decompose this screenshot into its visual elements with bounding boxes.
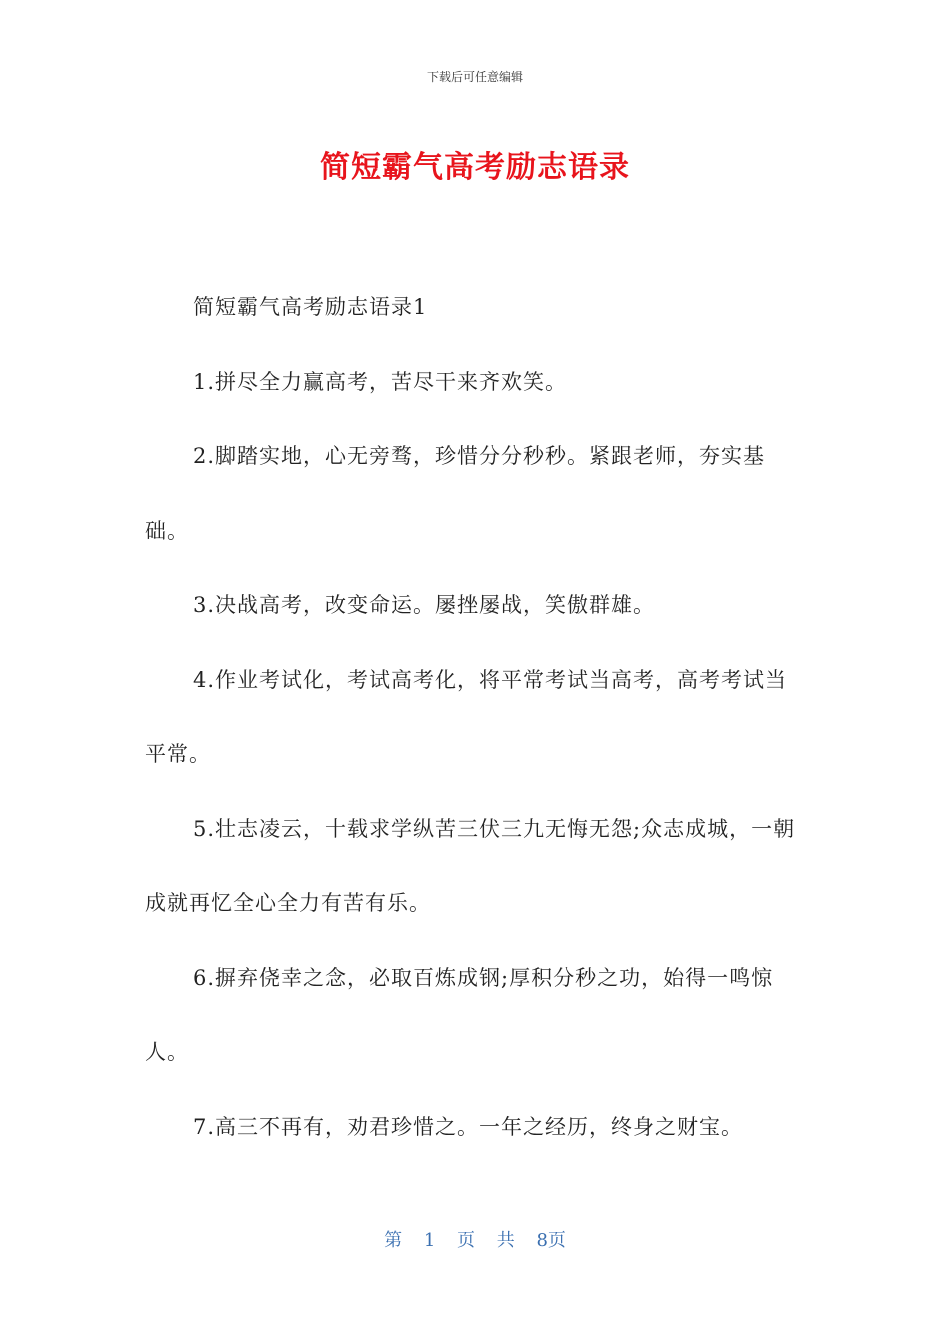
quote-item-6: 6.摒弃侥幸之念，必取百炼成钢;厚积分秒之功，始得一鸣惊人。 bbox=[145, 965, 774, 1064]
page-footer bbox=[0, 1226, 950, 1252]
document-title: 简短霸气高考励志语录 bbox=[320, 150, 630, 185]
footer-page-label: 页 bbox=[457, 1230, 475, 1251]
footer-total-pages: 8页 bbox=[536, 1230, 566, 1251]
header-note: 下载后可任意编辑 bbox=[426, 70, 523, 84]
quote-item-2: 2.脚踏实地，心无旁骛，珍惜分分秒秒。紧跟老师，夯实基础。 bbox=[145, 444, 766, 543]
quote-item-4: 4.作业考试化，考试高考化，将平常考试当高考，高考考试当平常。 bbox=[145, 667, 788, 766]
quote-item-7: 7.高三不再有，劝君珍惜之。一年之经历，终身之财宝。 bbox=[193, 1114, 744, 1139]
section-heading: 简短霸气高考励志语录1 bbox=[193, 295, 428, 319]
footer-current-page: 1 bbox=[423, 1230, 436, 1251]
quote-item-5: 5.壮志凌云，十载求学纵苦三伏三九无悔无怨;众志成城，一朝成就再忆全心全力有苦有乐。 bbox=[145, 816, 796, 915]
quote-item-3: 3.决战高考，改变命运。屡挫屡战，笑傲群雄。 bbox=[193, 593, 656, 617]
quote-item-1: 1.拼尽全力赢高考，苦尽干来齐欢笑。 bbox=[193, 369, 568, 394]
footer-prefix: 第 bbox=[384, 1230, 403, 1251]
footer-total-label: 共 bbox=[496, 1230, 515, 1251]
document-body bbox=[145, 270, 805, 1164]
